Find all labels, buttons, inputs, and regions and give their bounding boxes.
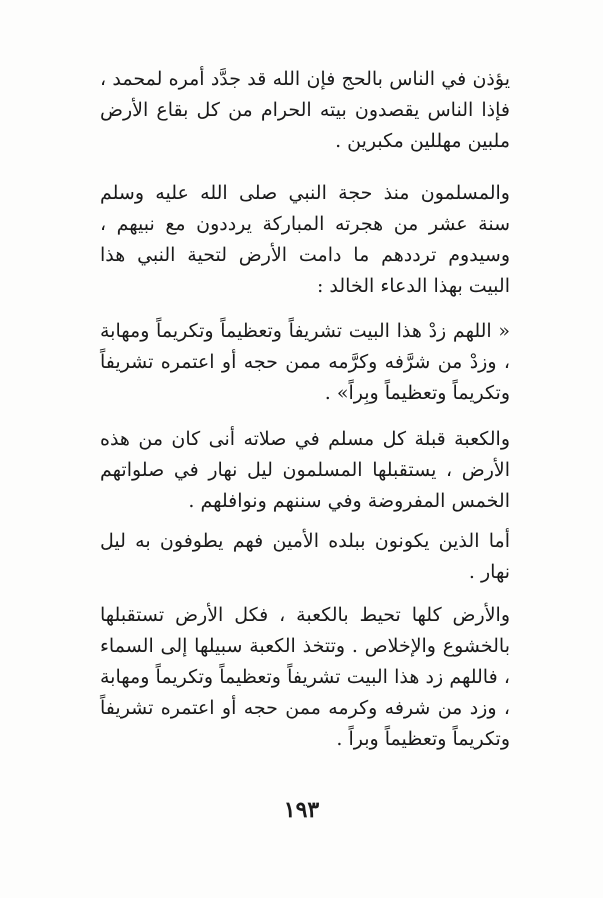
paragraph-3-quote: « اللهم زدْ هذا البيت تشريفاً وتعظيماً وتكريماً ومهابة ، وزدْ من شرَّفه وكرَّمه ممن حجه أو اعتمره تشريفاً وتكريماً وتعظيماً وبِراً» . — [100, 320, 510, 404]
paragraph-6: والأرض كلها تحيط بالكعبة ، فكل الأرض تستقبلها بالخشوع والإخلاص . وتتخذ الكعبة سبيلها إلى السماء ، فاللهم زد هذا البيت تشريفاً وتعظيماً وتكريماً ومهابة ، وزد من شرفه وكرمه ممن حجه أو اعتمره تشريفاً وتكريماً وتعظيماً وبراً . — [100, 604, 510, 750]
paragraph-5: أما الذين يكونون ببلده الأمين فهم يطوفون به ليل نهار . — [100, 530, 510, 583]
paragraph-4: والكعبة قبلة كل مسلم في صلاته أنى كان من هذه الأرض ، يستقبلها المسلمون ليل نهار في صلواتهم الخمس المفروضة وفي سننهم ونوافلهم . — [100, 428, 510, 512]
page-number: ١٩٣ — [283, 797, 320, 823]
paragraph-2: والمسلمون منذ حجة النبي صلى الله عليه وسلم سنة عشر من هجرته المباركة يرددون مع نبيهم ، وسيدوم ترددهم ما دامت الأرض لتحية النبي هذا البيت بهذا الدعاء الخالد : — [100, 182, 510, 297]
paragraph-1: يؤذن في الناس بالحج فإن الله قد جدَّد أمره لمحمد ، فإذا الناس يقصدون بيته الحرام من كل بقاع الأرض ملبين مهللين مكبرين . — [100, 68, 510, 152]
